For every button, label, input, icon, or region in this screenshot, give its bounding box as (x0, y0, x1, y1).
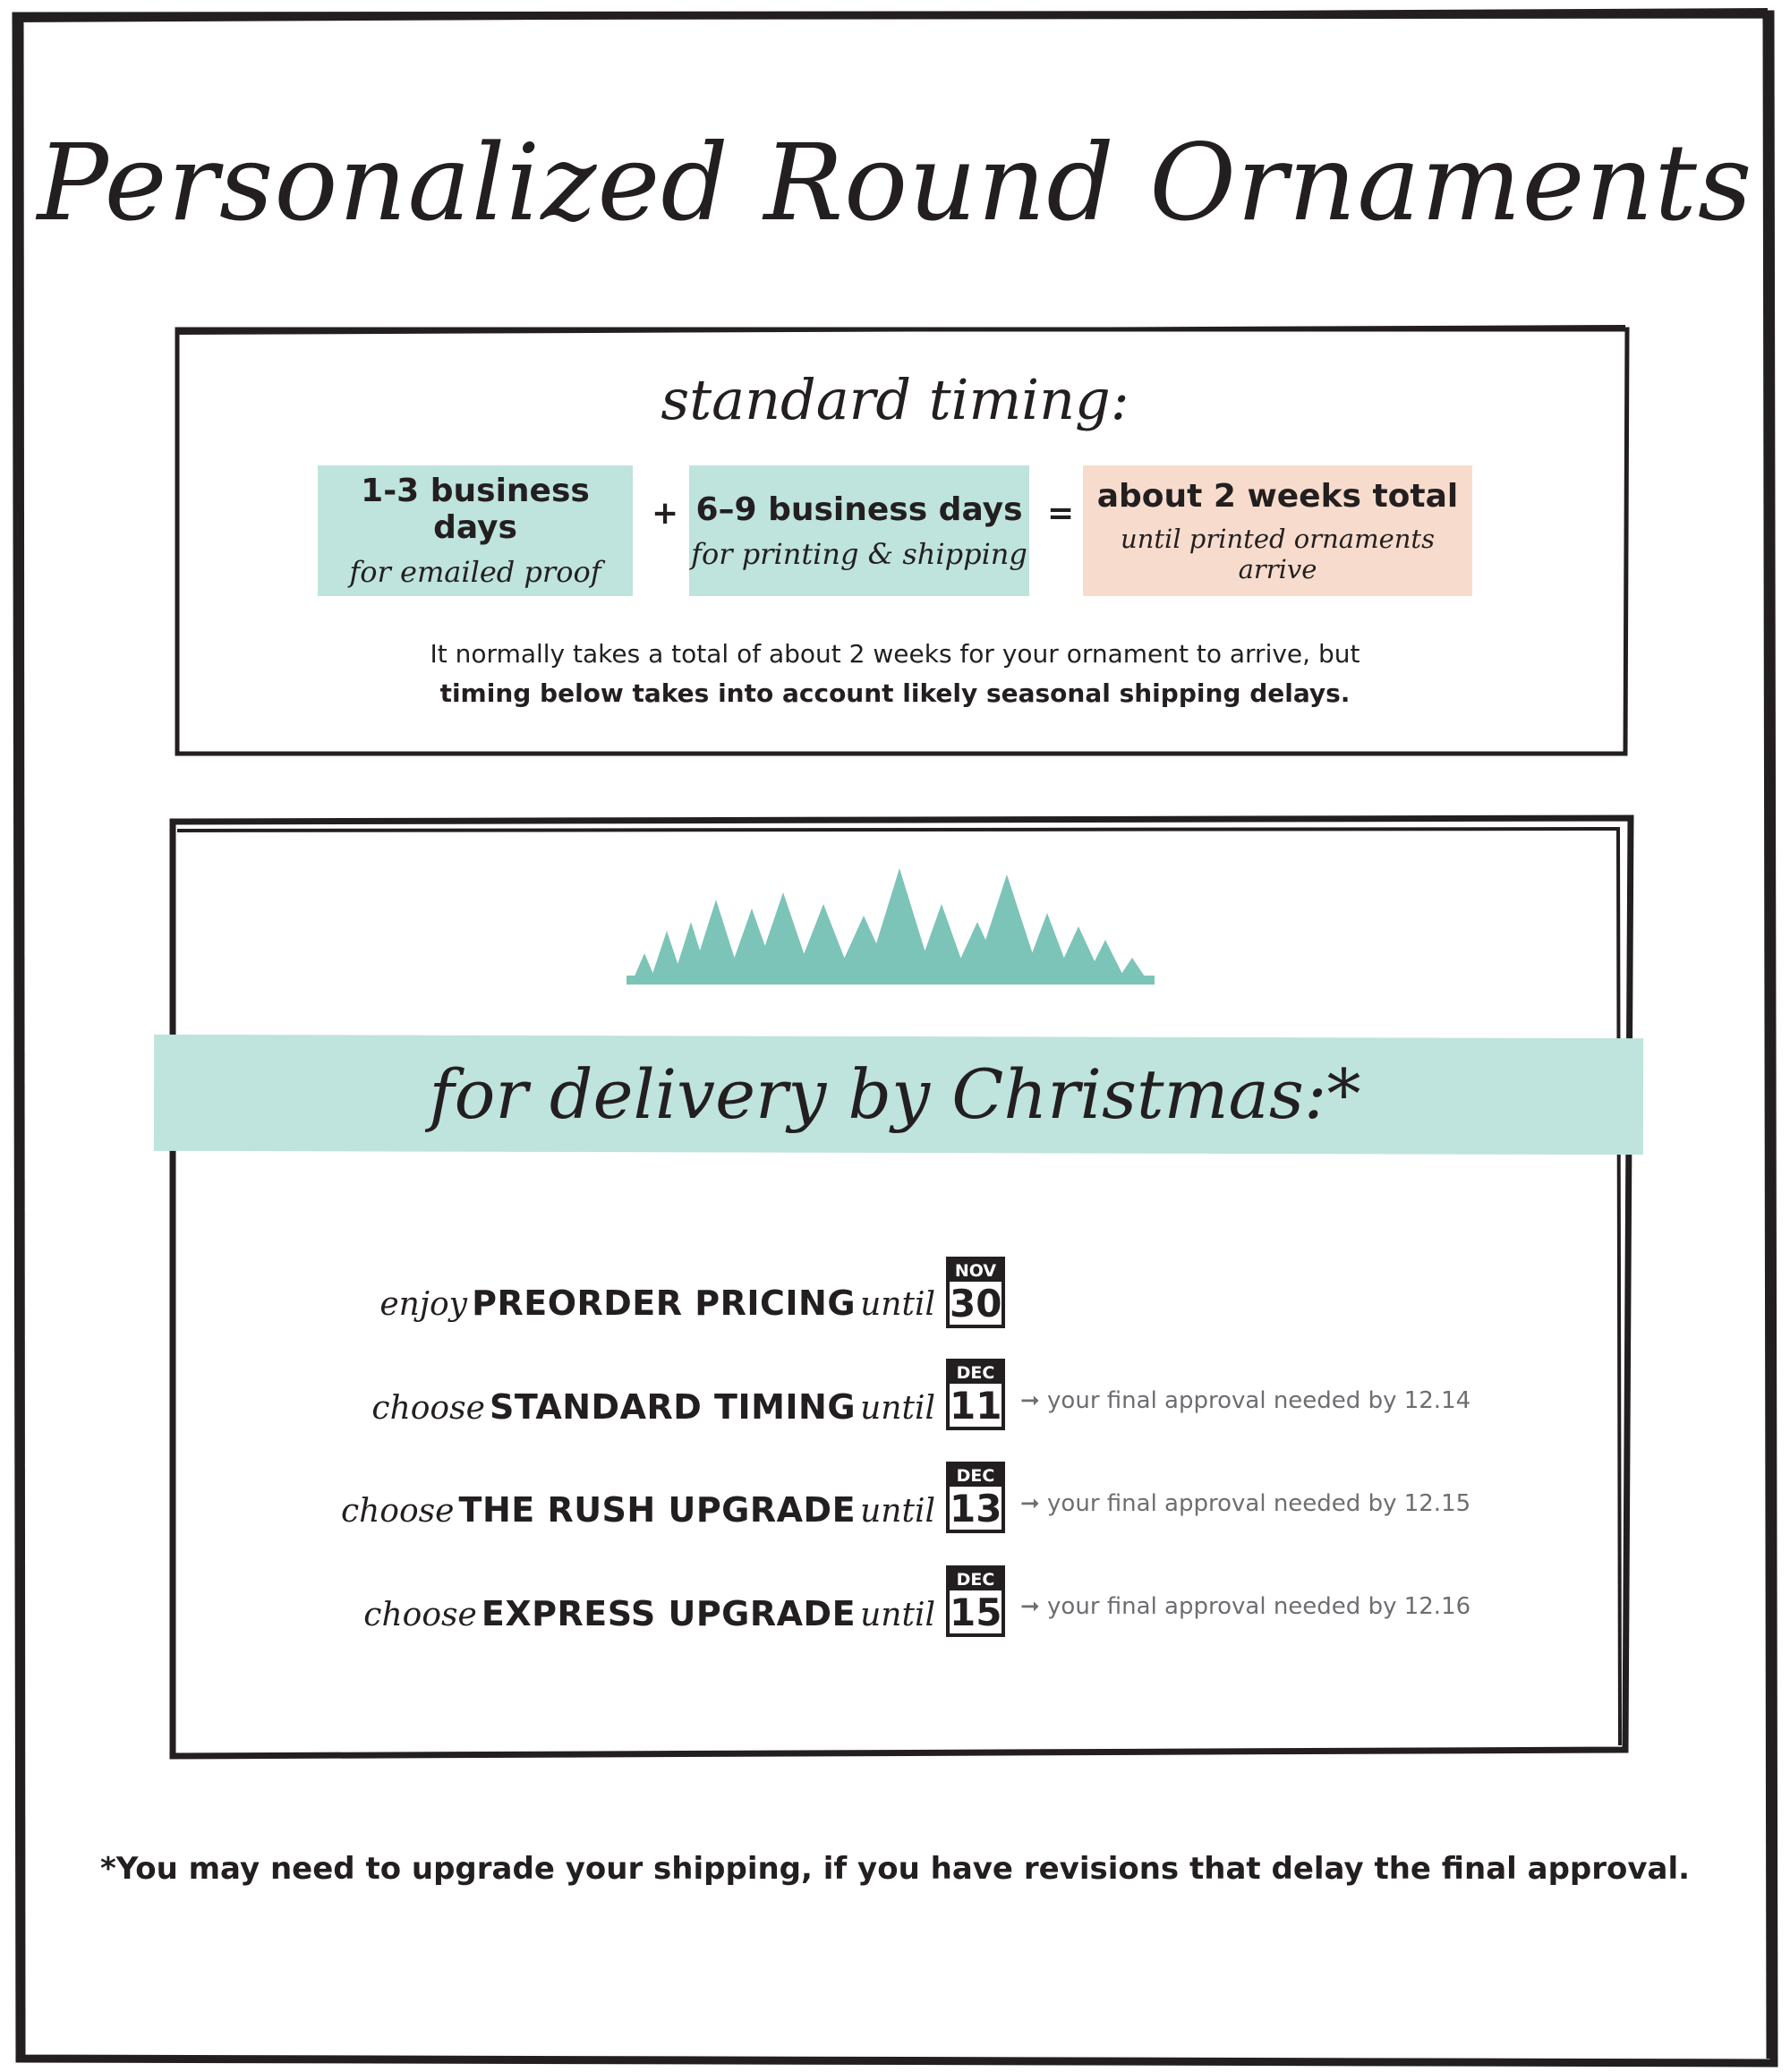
timing-step-proof (318, 465, 633, 596)
calendar-month: DEC (950, 1465, 1002, 1487)
timing-step-proof-days: 1-3 business days (361, 473, 590, 546)
page-title: Personalized Round Ornaments (37, 121, 1753, 244)
timing-step-printing-days: 6–9 business days (695, 490, 1023, 528)
row-prefix: choose (363, 1597, 477, 1633)
calendar-icon (946, 1359, 1005, 1430)
calendar-month: NOV (950, 1260, 1002, 1282)
row-suffix: until (860, 1493, 935, 1530)
footnote: *You may need to upgrade your shipping, if you have revisions that delay the final approval. (99, 1851, 1691, 1887)
equals-operator: = (1047, 495, 1075, 532)
approval-note: ➞ your final approval needed by 12.15 (1020, 1490, 1471, 1517)
timing-step-total-weeks: about 2 weeks total (1096, 477, 1459, 515)
calendar-month: DEC (950, 1362, 1002, 1384)
timing-step-printing (689, 465, 1029, 596)
timing-note-line1: It normally takes a total of about 2 weeks for your ornament to arrive, but (430, 639, 1360, 669)
row-prefix: choose (371, 1390, 485, 1427)
timing-note-line2: timing below takes into account likely seasonal shipping delays. (439, 678, 1351, 708)
timing-step-total (1083, 465, 1472, 596)
calendar-day: 15 (950, 1590, 1002, 1634)
timing-step-proof-desc: for emailed proof (349, 555, 601, 589)
deadline-row-preorder (268, 1255, 935, 1328)
row-prefix: enjoy (379, 1286, 468, 1323)
row-label: EXPRESS UPGRADE (481, 1594, 857, 1633)
calendar-day: 30 (950, 1282, 1002, 1326)
calendar-day: 13 (950, 1487, 1002, 1531)
timing-step-total-desc: until printed ornaments arrive (1121, 523, 1435, 584)
row-suffix: until (860, 1286, 935, 1323)
calendar-day: 11 (950, 1384, 1002, 1428)
christmas-heading: for delivery by Christmas:* (429, 1054, 1361, 1134)
row-prefix: choose (340, 1493, 455, 1530)
timing-step-printing-desc: for printing & shipping (691, 536, 1027, 571)
calendar-icon (946, 1462, 1005, 1533)
deadline-row-rush (268, 1462, 935, 1535)
approval-note: ➞ your final approval needed by 12.16 (1020, 1593, 1471, 1620)
standard-timing-heading: standard timing: (661, 367, 1129, 432)
row-label: PREORDER PRICING (472, 1283, 857, 1323)
approval-note: ➞ your final approval needed by 12.14 (1020, 1387, 1471, 1414)
row-label: STANDARD TIMING (489, 1387, 857, 1427)
deadline-row-express (268, 1565, 935, 1639)
pine-trees-illustration (626, 855, 1164, 989)
row-label: THE RUSH UPGRADE (458, 1490, 857, 1530)
calendar-icon (946, 1565, 1005, 1637)
plus-operator: + (652, 495, 679, 532)
calendar-icon (946, 1257, 1005, 1328)
row-suffix: until (860, 1390, 935, 1427)
row-suffix: until (860, 1597, 935, 1633)
deadline-row-standard (268, 1359, 935, 1432)
calendar-month: DEC (950, 1569, 1002, 1590)
